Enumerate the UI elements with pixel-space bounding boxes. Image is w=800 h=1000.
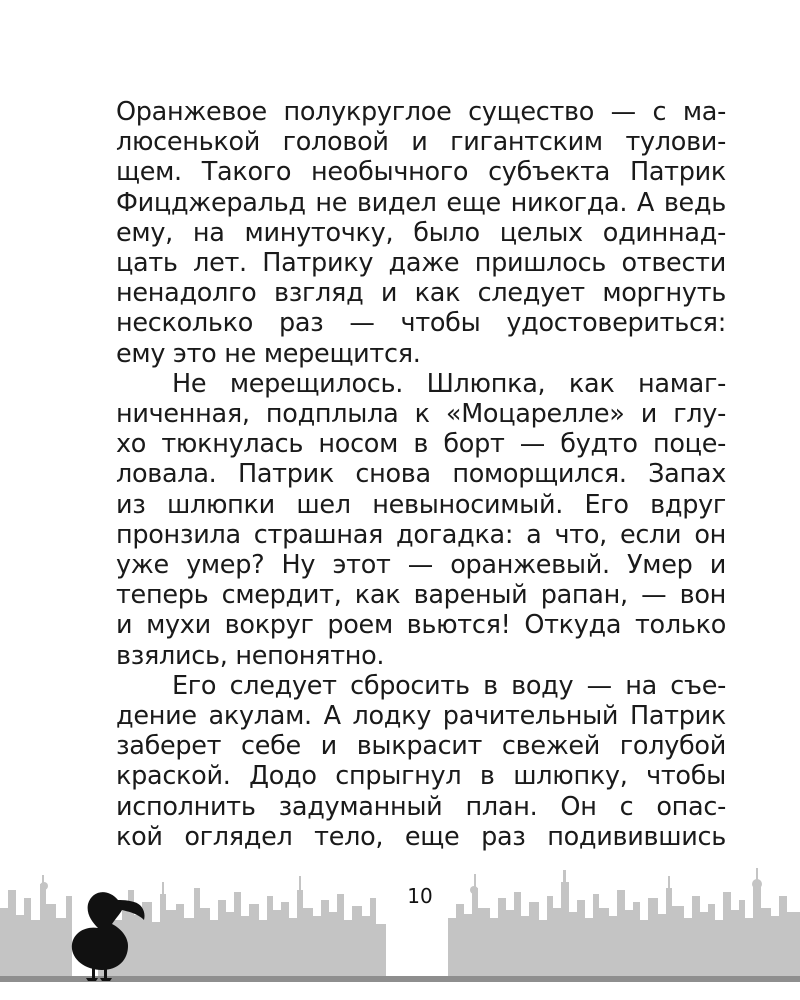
text-line: люсенькой головой и гигантским тулови- [116, 127, 726, 158]
text-line: взялись, непонятно. [116, 640, 385, 671]
text-line: ему, на минуточку, было целых одиннад- [116, 217, 726, 248]
book-page-text [116, 97, 726, 852]
text-line: уже умер? Ну этот — оранжевый. Умер и [116, 550, 726, 581]
text-line: кой оглядел тело, еще раз подивившись [116, 821, 726, 852]
page-number: 10 [407, 884, 433, 908]
text-line: ненадолго взгляд и как следует моргнуть [116, 278, 726, 309]
text-line: Фицджеральд не видел еще никогда. А ведь [116, 187, 726, 218]
paragraph-3 [116, 671, 726, 852]
text-line: пронзила страшная догадка: а что, если он [116, 519, 726, 550]
text-line: ему это не мерещится. [116, 338, 421, 369]
text-line: ниченная, подплыла к «Моцарелле» и глу- [116, 399, 726, 430]
text-line: Его следует сбросить в воду — на съе- [172, 670, 726, 701]
paragraph-2 [116, 369, 726, 671]
text-line: краской. Додо спрыгнул в шлюпку, чтобы [116, 761, 726, 792]
text-line: цать лет. Патрику даже пришлось отвести [116, 248, 726, 279]
text-line: из шлюпки шел невыносимый. Его вдруг [116, 489, 726, 520]
text-line: хо тюкнулась носом в борт — будто поце- [116, 429, 726, 460]
text-line: ловала. Патрик снова поморщился. Запах [116, 459, 726, 490]
text-line: исполнить задуманный план. Он с опас- [116, 791, 726, 822]
text-line: заберет себе и выкрасит свежей голубой [116, 731, 726, 762]
text-line: Не мерещилось. Шлюпка, как намаг- [172, 368, 726, 399]
text-line: щем. Такого необычного субъекта Патрик [116, 157, 726, 188]
skyline-illustration [0, 860, 800, 1000]
ground-line [0, 976, 800, 982]
text-line: и мухи вокруг роем вьются! Откуда только [116, 610, 726, 641]
paragraph-1 [116, 97, 726, 369]
text-line: Оранжевое полукруглое существо — с ма- [116, 97, 726, 127]
text-line: теперь смердит, как вареный рапан, — вон [116, 580, 726, 611]
text-line: несколько раз — чтобы удостовериться: [116, 308, 726, 339]
city-skyline-footer [0, 860, 800, 1000]
text-line: дение акулам. А лодку рачительный Патрик [116, 701, 726, 732]
